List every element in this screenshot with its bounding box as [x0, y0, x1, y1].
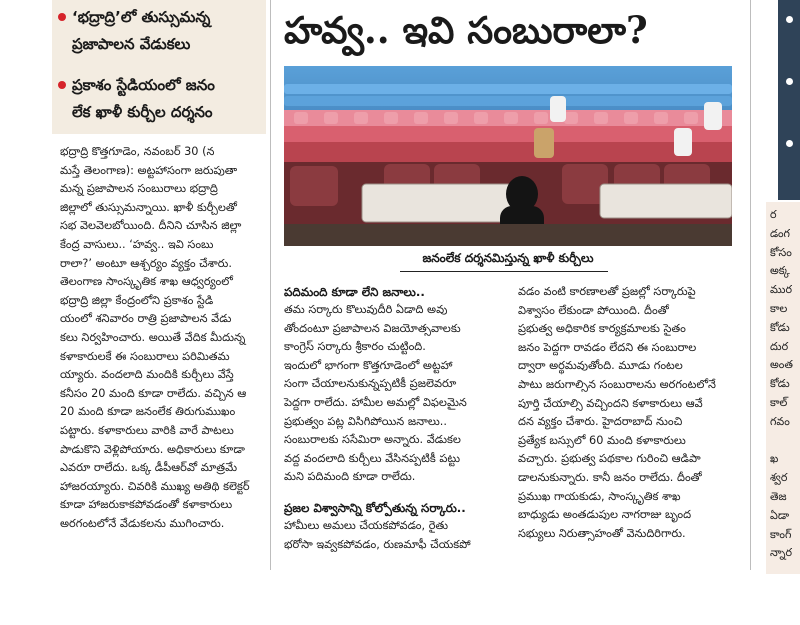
column-divider [270, 0, 271, 570]
text-line: వద్ద వందలాది కుర్చీలు వేసినప్పటికీ పట్టు [284, 451, 460, 465]
text-line: భరోసా ఇవ్వకపోవడం, రుణమాఫీ చేయకపో [284, 537, 471, 551]
fragment-line: అంత [770, 358, 793, 372]
news-photo [284, 66, 732, 246]
text-line: వచ్చారు. ప్రభుత్వ పథకాల గురించి ఆడిపా [518, 452, 701, 466]
fragment-line: ర [770, 208, 777, 221]
fragment-line: ఖ [770, 452, 779, 466]
text-line: ప్రముఖ గాయకుడు, సాంస్కృతిక శాఖ [518, 489, 681, 503]
text-line: సంబురాలకు ససేమిరా అన్నారు. వేడుకల [284, 433, 461, 447]
text-line: ప్రభుత్వ అధికారిక కార్యక్రమాలకు సైతం [518, 322, 686, 336]
text-line: విశ్వాసం లేకుండా పోయింది. దీంతో [518, 303, 669, 317]
text-line: బాధ్యుడు అంతడుపుల నాగరాజు బృంద [518, 508, 692, 522]
text-line: పాటు జరుగాల్సిన సంబురాలను అరగంటలోనే [518, 377, 716, 391]
bullet-icon [58, 81, 66, 89]
text-line: భద్రాద్రి కొత్తగూడెం, నవంబర్ 30 (న [60, 145, 215, 158]
text-line: హామీలు అమలు చేయకపోవడం, రైతు [284, 519, 449, 532]
text-line: రాలా?’ అంటూ ఆశ్చర్యం వ్యక్తం చేశారు. [60, 256, 232, 270]
text-line: కేంద్ర వాసులు.. ‘హవ్వ.. ఇవి సంబు [60, 237, 214, 251]
highlights-box [52, 0, 266, 134]
text-line: కళాకారులకే ఈ సంబురాలు పరిమితమ [60, 349, 230, 363]
fragment-line: గవం [770, 414, 790, 428]
fragment-line: కోడు [770, 320, 790, 334]
text-line: పట్టారు. కళాకారులు వారికి వారే పాటలు [60, 423, 234, 437]
bullet-icon [58, 13, 66, 21]
photo-caption: జనంలేక దర్శనమిస్తున్న ఖాళీ కుర్చీలు [422, 251, 594, 265]
text-line: ప్రభుత్వం పట్ల విసిగిపోయిన జనాలు.. [284, 414, 447, 428]
caption-divider [400, 271, 608, 272]
text-line: కాంగ్రెస్ సర్కారు శ్రీకారం చుట్టింది. [284, 340, 426, 354]
text-line: హాజరయ్యారు. చివరికి ముఖ్య అతిథి కలెక్టర్ [60, 479, 250, 493]
text-line: య్యారు. వందలాది మందికి కుర్చీలు వేస్తే [60, 368, 234, 382]
fragment-line: డంగ [770, 226, 790, 240]
text-line: సభ వెలవెలబోయింది. దీనిని చూసిన జిల్లా [60, 219, 242, 233]
bullet-icon [786, 140, 793, 147]
text-line: వడం వంటి కారణాలతో ప్రజల్లో సర్కారుపై [518, 285, 696, 298]
text-line: తమ సర్కారు కొలువుదీరి ఏడాది అవు [284, 303, 448, 316]
text-line: మన్న ప్రజాపాలన సంబురాలు భద్రాద్రి [60, 182, 218, 196]
fragment-line: న్నార [770, 546, 792, 560]
text-line: ద్వారా అర్థమవుతోంది. మూడు గంటల [518, 359, 683, 373]
fragment-line: కాల [770, 302, 788, 315]
text-line: పూర్తి చేయాల్సి వచ్చిందని కళాకారులు ఆవే [518, 396, 703, 410]
text-line: కనీసం 20 మంది కూడా రాలేదు. వచ్చిన ఆ [60, 386, 247, 400]
bullet-icon [786, 78, 793, 85]
text-line: పెద్దగా రాలేదు. హామీల అమల్లో విఫలమైన [284, 395, 467, 409]
column-divider [750, 0, 751, 570]
fragment-line: కాల్ [770, 396, 788, 409]
text-line: దన వ్యక్తం చేశారు. హైదరాబాద్ నుంచి [518, 415, 683, 429]
text-line: 20 మంది కూడా జనంలేక తిరుగుముఖం [60, 405, 236, 419]
text-line: సంగా చేయాలనుకున్నప్పటికీ ప్రజలెవరూ [284, 377, 457, 391]
article-column-3 [518, 283, 716, 543]
fragment-line: తెజ [770, 490, 787, 503]
fragment-line: కాంగ్ [770, 527, 792, 541]
text-line: మస్తే తెలంగాణ): అట్టహాసంగా జరుపుతా [60, 163, 238, 177]
subheading: ప్రజల విశ్వాసాన్ని కోల్పోతున్న సర్కారు.. [284, 501, 466, 515]
fragment-line: శ్వర [770, 471, 788, 485]
fragment-line: ముర [770, 283, 792, 297]
highlight-item [60, 72, 260, 126]
text-line: ప్రత్యేక బస్సులో 60 మంది కళాకారులు [518, 433, 686, 447]
article-column-1 [60, 143, 250, 533]
text-line: కూడా హాజరుకాకపోవడంతో కళాకారులు [60, 498, 233, 512]
text-line: కలు నిర్వహించారు. అయితే వేదిక మీదున్న [60, 330, 246, 344]
text-line: ఎవరూ రాలేదు. ఒక్క డీపీఆర్‌వో మాత్రమే [60, 461, 238, 475]
fragment-line: కోడు [770, 377, 790, 391]
highlight-text: ప్రకాశం స్టేడియంలో జనం లేక ఖాళీ కుర్చీల దర్శనం [72, 76, 215, 121]
article-column-2-cont [284, 517, 471, 554]
highlight-item [60, 4, 260, 58]
fragment-line: ఏడా [770, 508, 790, 522]
text-line: జనం పెద్దగా రావడం లేదని ఈ సంబురాల [518, 340, 697, 354]
bullet-icon [786, 16, 793, 23]
text-line: జిల్లాలో తుస్సుమన్నాయి. ఖాళీ కుర్చీలతో [60, 200, 237, 214]
fragment-line: అక్క [770, 264, 790, 278]
text-line: తోందంటూ ప్రజాపాలన విజయోత్సవాలకు [284, 321, 461, 335]
article-column-2 [284, 301, 467, 487]
fragment-line: కోసం [770, 245, 792, 259]
adjacent-box-panel [778, 0, 800, 200]
text-line: ఇందులో భాగంగా కొత్తగూడెంలో అట్టహా [284, 358, 453, 372]
subheading: పదిమంది కూడా లేని జనాలు.. [284, 285, 425, 299]
text-line: యంలో శనివారం రాత్రి ప్రజాపాలన వేడు [60, 312, 232, 326]
adjacent-article-fragment [766, 202, 800, 574]
fragment-line: దుర [770, 339, 789, 353]
page-headline: హవ్వ.. ఇవి సంబురాలా? [284, 8, 648, 52]
text-line: సభ్యులు నిరుత్సాహంతో వెనుదిరిగారు. [518, 526, 686, 540]
text-line: మని పదిమంది కూడా రాలేదు. [284, 470, 416, 484]
text-line: డాలనుకున్నారు. కానీ జనం రాలేదు. దీంతో [518, 470, 702, 484]
text-line: భద్రాద్రి జిల్లా కేంద్రంలోని ప్రకాశం స్టేడి [60, 293, 214, 307]
empty-chairs-photo [284, 66, 732, 246]
text-line: అరగంటలోనే వేడుకలను ముగించారు. [60, 516, 225, 530]
highlight-text: ‘భద్రాద్రి’లో తుస్సుమన్న ప్రజాపాలన వేడుకలు [72, 8, 211, 53]
text-line: పాడుకొని వెళ్లిపోయారు. అధికారులు కూడా [60, 442, 245, 456]
text-line: తెలంగాణ సాంస్కృతిక శాఖ ఆధ్వర్యంలో [60, 275, 233, 289]
